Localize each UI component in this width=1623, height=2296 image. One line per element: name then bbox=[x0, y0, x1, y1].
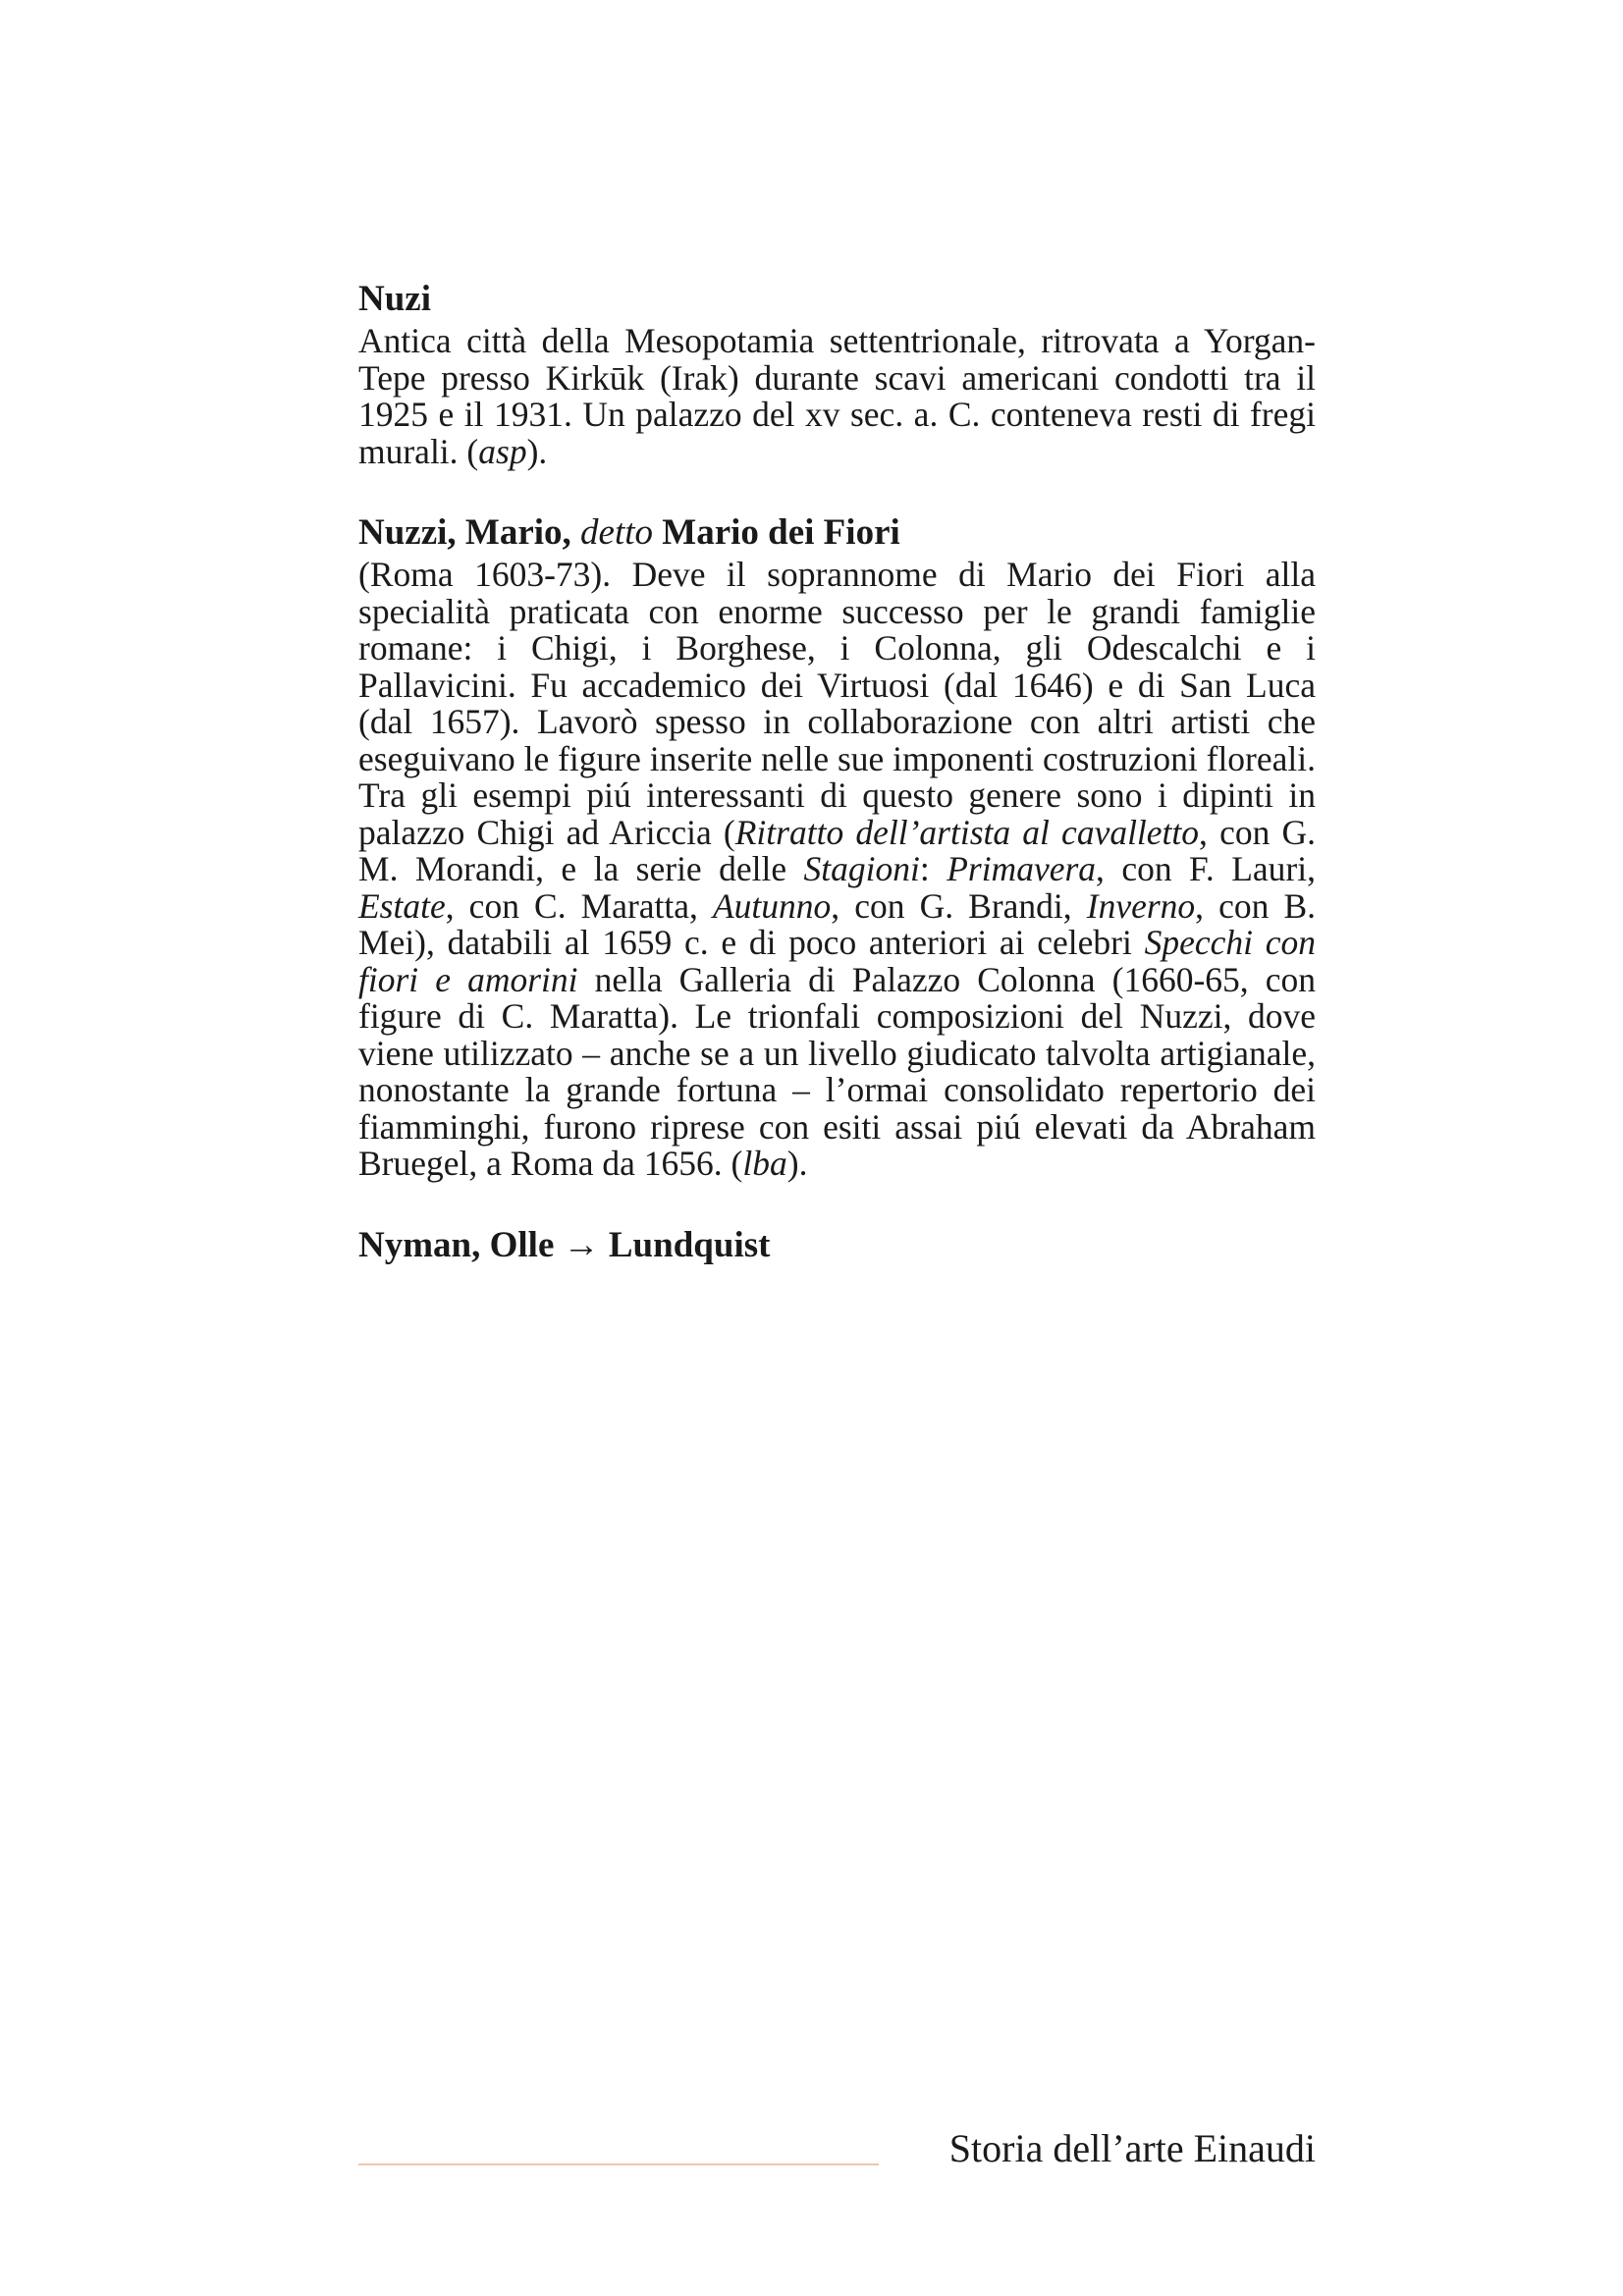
footer-publication-title: Storia dell’arte Einaudi bbox=[948, 2126, 1316, 2170]
footer-divider bbox=[358, 2163, 879, 2165]
entry-body: Antica città della Mesopotamia settentrionale, ritrovata a Yorgan-Tepe presso Kirkūk (Irak) durante scavi americani condotti tra il 1925 e il 1931. Un palazzo del xv sec. a. C. conteneva resti di fregi murali. (asp). bbox=[358, 321, 1316, 471]
italic-run: asp bbox=[478, 431, 527, 471]
italic-run: Stagioni bbox=[803, 849, 920, 888]
entry-nuzzi-mario bbox=[358, 511, 1316, 1183]
entry-nuzi bbox=[358, 278, 1316, 470]
entry-nyman-olle bbox=[358, 1224, 1316, 1267]
entry-heading: Nuzzi, Mario, detto Mario dei Fiori bbox=[358, 512, 900, 553]
italic-run: detto bbox=[580, 512, 654, 553]
italic-run: Autunno bbox=[712, 885, 832, 926]
entry-body: (Roma 1603-73). Deve il soprannome di Mario dei Fiori alla specialità praticata con enorme successo per le grandi famiglie romane: i Chigi, i Borghese, i Colonna, gli Odescalchi e i Pallavicini. Fu accademico dei Virtuosi (dal 1646) e di San Luca (dal 1657). Lavorò spesso in collaborazione con altri artisti che eseguivano le figure inserite nelle sue imponenti costruzioni floreali. Tra gli esempi piú interessanti di questo genere sono i dipinti in palazzo Chigi ad Ariccia (Ritratto dell’artista al cavalletto, con G. M. Morandi, e la serie delle Stagioni: Primavera, con F. Lauri, Estate, con C. Maratta, Autunno, con G. Brandi, Inverno, con B. Mei), databili al 1659 c. e di poco anteriori ai celebri Specchi con fiori e amorini nella Galleria di Palazzo Colonna (1660-65, con figure di C. Maratta). Le trionfali composizioni del Nuzzi, dove viene utilizzato – anche se a un livello giudicato talvolta artigianale, nonostante la grande fortuna – l’ormai consolidato repertorio dei fiamminghi, furono riprese con esiti assai piú elevati da Abraham Bruegel, a Roma da 1656. (lba). bbox=[358, 555, 1316, 1183]
italic-run: Ritratto dell’artista al cavalletto bbox=[734, 812, 1200, 852]
italic-run: Specchi con fiori e amorini bbox=[358, 923, 1316, 999]
italic-run: Estate bbox=[358, 885, 446, 926]
page-footer bbox=[358, 2124, 1316, 2173]
italic-run: Primavera bbox=[947, 849, 1097, 888]
italic-run: lba bbox=[742, 1144, 787, 1183]
entry-heading-cross-reference: Nyman, Olle → Lundquist bbox=[358, 1224, 771, 1265]
entry-heading: Nuzi bbox=[358, 279, 431, 319]
italic-run: Inverno bbox=[1086, 885, 1196, 926]
page-content bbox=[358, 278, 1316, 1269]
